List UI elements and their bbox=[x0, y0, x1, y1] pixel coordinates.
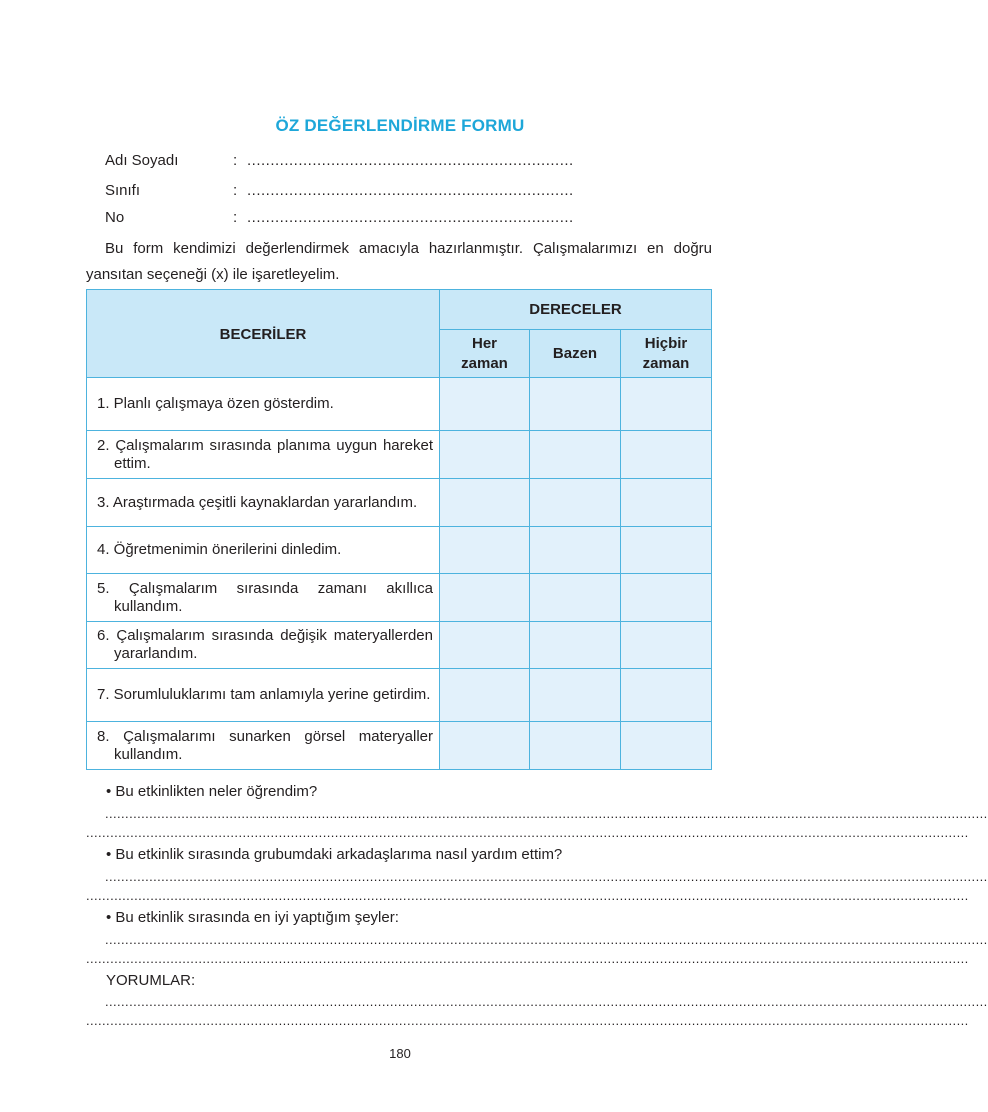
skill-text: 6. Çalışmalarım sırasında değişik materyallerden yararlandım. bbox=[97, 627, 433, 662]
info-label: Adı Soyadı bbox=[105, 152, 179, 169]
skill-6 bbox=[87, 622, 440, 669]
rating-cell-never[interactable] bbox=[621, 378, 712, 431]
skill-1 bbox=[87, 378, 440, 431]
column-always-line2: zaman bbox=[461, 354, 508, 372]
rating-cell-never[interactable] bbox=[621, 669, 712, 722]
skill-4 bbox=[87, 527, 440, 574]
rating-cell-sometimes[interactable] bbox=[530, 622, 621, 669]
number-field[interactable]: ...................................................................... bbox=[247, 209, 574, 226]
skill-2 bbox=[87, 431, 440, 479]
table-row bbox=[87, 527, 712, 574]
question-text: • Bu etkinlikten neler öğrendim? bbox=[106, 783, 318, 800]
info-label: No bbox=[105, 209, 125, 226]
table-row bbox=[87, 431, 712, 479]
page-number: 180 bbox=[389, 1046, 411, 1061]
answer-line[interactable]: ............................................................................................................................................................................................................................ bbox=[86, 951, 969, 966]
rating-cell-sometimes[interactable] bbox=[530, 527, 621, 574]
class-field[interactable]: ...................................................................... bbox=[247, 182, 574, 199]
name-field[interactable]: ...................................................................... bbox=[247, 152, 574, 169]
table-row bbox=[87, 669, 712, 722]
rating-cell-always[interactable] bbox=[440, 378, 530, 431]
rating-cell-always[interactable] bbox=[440, 479, 530, 527]
column-always bbox=[440, 330, 530, 378]
column-never bbox=[621, 330, 712, 378]
rating-cell-sometimes[interactable] bbox=[530, 574, 621, 622]
table-row bbox=[87, 378, 712, 431]
rating-cell-sometimes[interactable] bbox=[530, 669, 621, 722]
rating-cell-always[interactable] bbox=[440, 527, 530, 574]
question-text: • Bu etkinlik sırasında en iyi yaptığım şeyler: bbox=[106, 909, 399, 926]
rating-cell-never[interactable] bbox=[621, 479, 712, 527]
skill-text: 3. Araştırmada çeşitli kaynaklardan yararlandım. bbox=[97, 493, 418, 511]
answer-line[interactable]: ............................................................................................................................................................................................................................ bbox=[105, 994, 988, 1009]
rating-cell-always[interactable] bbox=[440, 622, 530, 669]
skill-text: 2. Çalışmalarım sırasında planıma uygun hareket ettim. bbox=[97, 436, 433, 472]
rating-cell-never[interactable] bbox=[621, 722, 712, 770]
skill-text: 4. Öğretmenimin önerilerini dinledim. bbox=[97, 541, 342, 558]
answer-line[interactable]: ............................................................................................................................................................................................................................ bbox=[105, 806, 988, 821]
column-never-line1: Hiçbir bbox=[644, 334, 688, 352]
rating-cell-always[interactable] bbox=[440, 431, 530, 479]
skill-8 bbox=[87, 722, 440, 770]
rating-cell-never[interactable] bbox=[621, 431, 712, 479]
answer-line[interactable]: ............................................................................................................................................................................................................................ bbox=[86, 888, 969, 903]
column-sometimes-line1: Bazen bbox=[552, 344, 598, 362]
info-colon: : bbox=[233, 152, 238, 169]
intro-text: Bu form kendimizi değerlendirmek amacıyla hazırlanmıştır. Çalışmalarımızı en doğru yansıtan seçeneği (x) ile işaretleyelim. bbox=[86, 240, 712, 283]
rating-cell-always[interactable] bbox=[440, 574, 530, 622]
column-never-line2: zaman bbox=[642, 354, 690, 372]
info-colon: : bbox=[233, 182, 238, 199]
rating-cell-sometimes[interactable] bbox=[530, 378, 621, 431]
answer-line[interactable]: ............................................................................................................................................................................................................................ bbox=[105, 869, 988, 884]
ratings-header: DERECELER bbox=[440, 290, 712, 330]
rating-cell-never[interactable] bbox=[621, 622, 712, 669]
answer-line[interactable]: ............................................................................................................................................................................................................................ bbox=[105, 932, 988, 947]
skill-text: 1. Planlı çalışmaya özen gösterdim. bbox=[97, 395, 334, 412]
column-sometimes bbox=[530, 330, 621, 378]
table-row bbox=[87, 622, 712, 669]
answer-line[interactable]: ............................................................................................................................................................................................................................ bbox=[86, 1013, 969, 1028]
rating-cell-sometimes[interactable] bbox=[530, 431, 621, 479]
rating-cell-sometimes[interactable] bbox=[530, 479, 621, 527]
table-row bbox=[87, 479, 712, 527]
question-text: • Bu etkinlik sırasında grubumdaki arkadaşlarıma nasıl yardım ettim? bbox=[106, 846, 563, 863]
skill-text: 5. Çalışmalarım sırasında zamanı akıllıca kullandım. bbox=[97, 579, 433, 615]
rating-cell-never[interactable] bbox=[621, 527, 712, 574]
info-label: Sınıfı bbox=[105, 182, 141, 199]
comments-label: YORUMLAR: bbox=[106, 972, 196, 989]
page-title: ÖZ DEĞERLENDİRME FORMU bbox=[275, 116, 525, 135]
column-always-line1: Her bbox=[471, 334, 497, 352]
rating-cell-always[interactable] bbox=[440, 669, 530, 722]
skill-7 bbox=[87, 669, 440, 722]
self-assessment-table bbox=[86, 289, 712, 770]
table-row bbox=[87, 722, 712, 770]
rating-cell-sometimes[interactable] bbox=[530, 722, 621, 770]
answer-line[interactable]: ............................................................................................................................................................................................................................ bbox=[86, 825, 969, 840]
table-row bbox=[87, 574, 712, 622]
skill-5 bbox=[87, 574, 440, 622]
rating-cell-always[interactable] bbox=[440, 722, 530, 770]
skill-text: 8. Çalışmalarımı sunarken görsel materyaller kullandım. bbox=[97, 727, 433, 763]
rating-cell-never[interactable] bbox=[621, 574, 712, 622]
skill-text: 7. Sorumluluklarımı tam anlamıyla yerine getirdim. bbox=[97, 686, 431, 703]
skill-3 bbox=[87, 479, 440, 527]
skills-header: BECERİLER bbox=[87, 290, 440, 378]
info-colon: : bbox=[233, 209, 238, 226]
